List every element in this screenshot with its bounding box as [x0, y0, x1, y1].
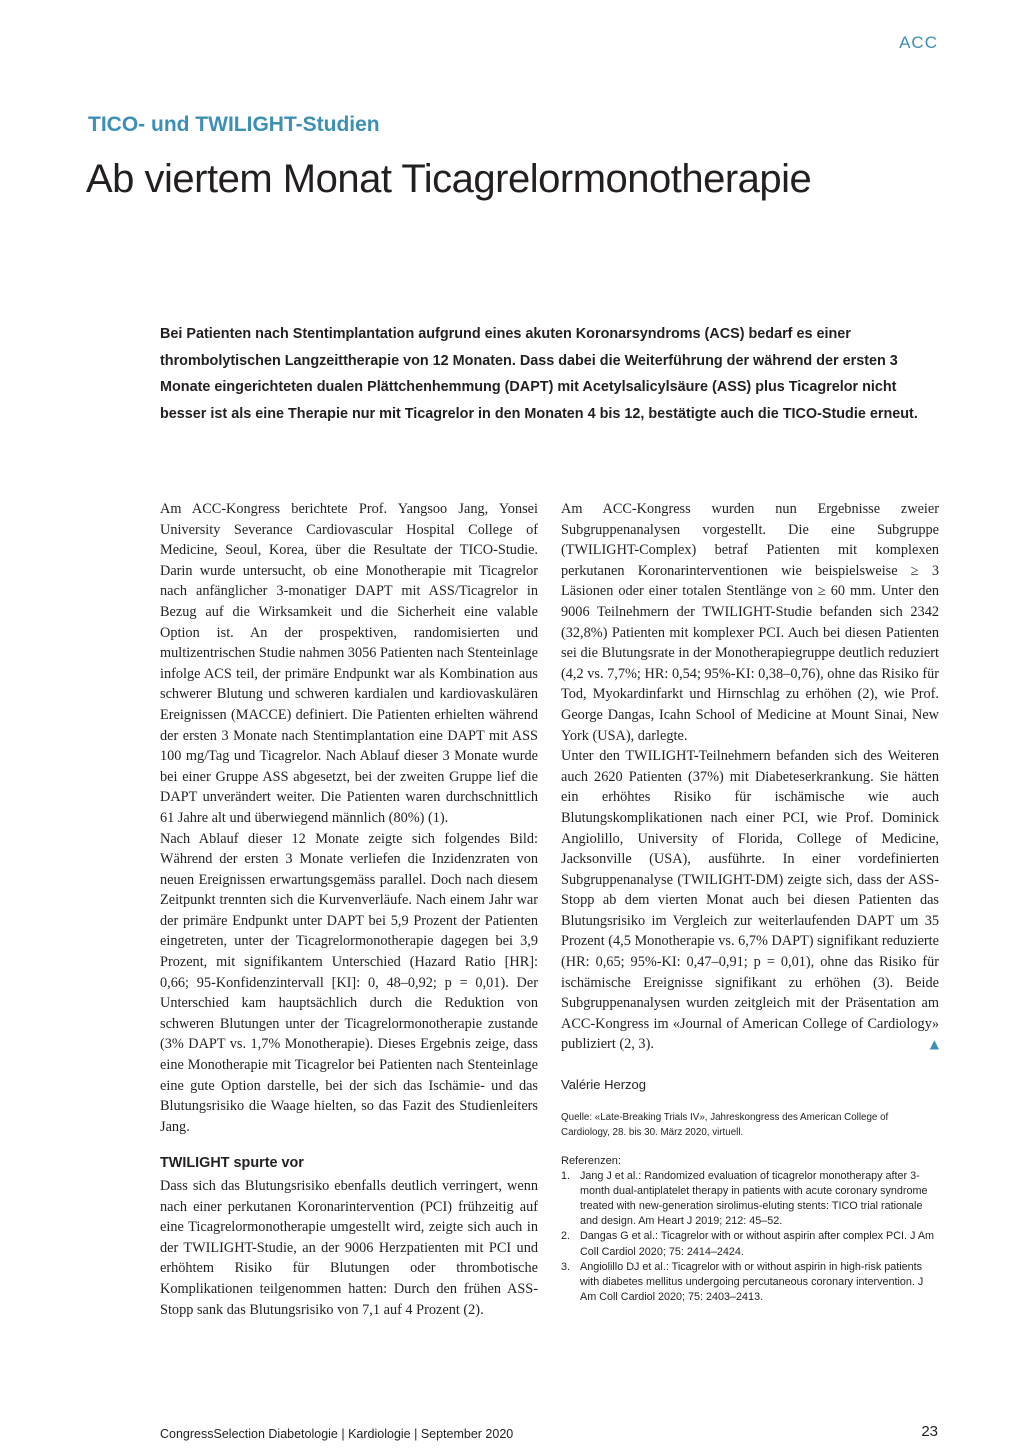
reference-item — [561, 1169, 939, 1230]
reference-number: 1. — [561, 1169, 571, 1182]
references-list — [561, 1169, 939, 1306]
right-column — [561, 499, 939, 1305]
section-tag: ACC — [899, 33, 938, 52]
left-column — [160, 499, 538, 1320]
reference-text: Dangas G et al.: Ticagrelor with or without aspirin after complex PCI. J Am Coll Cardiol 2020; 75: 2414–2424. — [580, 1230, 935, 1258]
body-paragraph — [561, 746, 939, 1055]
reference-item — [561, 1260, 939, 1306]
references-heading: Referenzen: — [561, 1154, 621, 1167]
body-paragraph: Dass sich das Blutungsrisiko ebenfalls deutlich verringert, wenn nach einer perkutanen Koronarintervention (PCI) frühzeitig auf eine Ticagrelormonotherapie umgestellt wird, zeigte sich auch in der TWILIGHT-Studie, an der 9006 Herzpatienten mit PCI und erhöhtem Risiko für Blutungen oder thrombotische Komplikationen teilgenommen hatten: Durch den frühen ASS-Stopp sank das Blutungsrisiko von 7,1 auf 4 Prozent (2). — [160, 1178, 538, 1318]
page-title: Ab viertem Monat Ticagrelormonotherapie — [86, 157, 812, 201]
body-paragraph: Am ACC-Kongress wurden nun Ergebnisse zweier Subgruppenanalysen vorgestellt. Die eine Subgruppe (TWILIGHT-Complex) betraf Patienten mit komplexen perkutanen Koronarinterventionen wie beispielsweise ≥ 3 Läsionen oder einer totalen Stentlänge von ≥ 60 mm. Unter den 9006 Teilnehmern der TWILIGHT-Studie befanden sich 2342 (32,8%) Patienten mit komplexer PCI. Auch bei diesen Patienten sei die Blutungsrate in der Monotherapiegruppe deutlich reduziert (4,2 vs. 7,7%; HR: 0,54; 95%-KI: 0,38–0,76), ohne das Risiko für Tod, Myokardinfarkt und Hirnschlag zu erhöhen (2), wie Prof. George Dangas, Icahn School of Medicine at Mount Sinai, New York (USA), darlegte. — [561, 501, 939, 744]
source-note: Quelle: «Late-Breaking Trials IV», Jahreskongress des American College of Cardiology, 28. bis 30. März 2020, virtuell. — [561, 1111, 889, 1138]
lead-paragraph: Bei Patienten nach Stentimplantation aufgrund eines akuten Koronarsyndroms (ACS) bedarf es einer thrombolytischen Langzeittherapie von 12 Monaten. Dass dabei die Weiterführung der während der ersten 3 Monate eingerichteten dualen Plättchenhemmung (DAPT) mit Acetylsalicylsäure (ASS) plus Ticagrelor nicht besser ist als eine Therapie nur mit Ticagrelor in den Monaten 4 bis 12, bestätigte auch die TICO-Studie erneut. — [160, 326, 918, 422]
end-of-article-icon: ▲ — [929, 1037, 939, 1052]
reference-text: Jang J et al.: Randomized evaluation of ticagrelor monotherapy after 3-month dual-antiplatelet therapy in patients with acute coronary syndrome treated with new-generation sirolimus-eluting stents: TICO trial rationale and design. Am Heart J 2019; 212: 45–52. — [580, 1169, 928, 1228]
subheading: TWILIGHT spurte vor — [160, 1155, 304, 1172]
page-number: 23 — [921, 1423, 938, 1440]
reference-item — [561, 1229, 939, 1259]
body-paragraph: Nach Ablauf dieser 12 Monate zeigte sich folgendes Bild: Während der ersten 3 Monate verliefen die Inzidenzraten von neuen Ereignissen erwartungsgemäss parallel. Doch nach diesem Zeitpunkt trennten sich die Kurvenverläufe. Nach einem Jahr war der primäre Endpunkt unter DAPT bei 5,9 Prozent der Patienten eingetreten, unter der Ticagrelormonotherapie dagegen bei 3,9 Prozent, mit signifikantem Unterschied (Hazard Ratio [HR]: 0,66; 95-Konfidenzintervall [KI]: 0, 48–0,92; p = 0,01). Der Unterschied kam hauptsächlich durch die Reduktion von schweren Blutungen unter der Ticagrelormonotherapie zustande (3% DAPT vs. 1,7% Monotherapie). Dieses Ergebnis zeige, dass eine Monotherapie mit Ticagrelor bei Patienten nach Stenteinlage eine gute Option darstelle, bei der sich das Ischämie- und das Blutungsrisiko die Waage hielten, so das Fazit des Studienleiters Jang. — [160, 830, 538, 1135]
body-paragraph-text: Unter den TWILIGHT-Teilnehmern befanden sich des Weiteren auch 2620 Patienten (37%) mit Diabeteserkrankung. Sie hätten ein erhöhtes Risiko für ischämische wie auch Blutungskomplikationen nach einer PCI, wie Prof. Dominick Angiolillo, University of Florida, College of Medicine, Jacksonville (USA), ausführte. In einer vordefinierten Subgruppenanalyse (TWILIGHT-DM) zeigte sich, dass der ASS-Stopp ab dem vierten Monat auch bei diesen Patienten das Blutungsrisiko im Vergleich zur weiterlaufenden DAPT um 35 Prozent (4,5 Monotherapie vs. 6,7% DAPT) signifikant reduzierte (HR: 0,65; 95%-KI: 0,47–0,91; p = 0,01), ohne das Risiko für ischämische Ereignisse signifikant zu erhöhen (3). Beide Subgruppenanalysen wurden zeitgleich mit der Präsentation am ACC-Kongress im «Journal of American College of Cardiology» publiziert (2, 3). — [561, 748, 939, 1053]
reference-number: 2. — [561, 1230, 571, 1243]
reference-number: 3. — [561, 1260, 571, 1273]
footer-publication: CongressSelection Diabetologie | Kardiologie | September 2020 — [160, 1427, 514, 1441]
body-paragraph: Am ACC-Kongress berichtete Prof. Yangsoo Jang, Yonsei University Severance Cardiovascular Hospital College of Medicine, Seoul, Korea, über die Resultate der TICO-Studie. Darin wurde untersucht, ob eine Monotherapie mit Ticagrelor nach anfänglicher 3-monatiger DAPT mit ASS/Ticagrelor in Bezug auf die Wirksamkeit und die Sicherheit eine valable Option ist. An der prospektiven, randomisierten und multizentrischen Studie nahmen 3056 Patienten nach Stenteinlage infolge ACS teil, der primäre Endpunkt war als Kombination aus schwerer Blutung und schweren kardialen und kardiovaskulären Ereignissen (MACCE) definiert. Die Patienten erhielten während der ersten 3 Monate nach Stentimplantation eine DAPT mit ASS 100 mg/Tag und Ticagrelor. Nach Ablauf dieser 3 Monate wurde bei einer Gruppe ASS abgesetzt, bei der zweiten Gruppe lief die DAPT unverändert weiter. Die Patienten waren durchschnittlich 61 Jahre alt und überwiegend männlich (80%) (1). — [160, 501, 538, 826]
reference-text: Angiolillo DJ et al.: Ticagrelor with or without aspirin in high-risk patients with diabetes mellitus undergoing percutaneous coronary intervention. J Am Coll Cardiol 2020; 75: 2403–2413. — [580, 1260, 924, 1304]
article-kicker: TICO- und TWILIGHT-Studien — [88, 113, 380, 136]
author: Valérie Herzog — [561, 1077, 647, 1093]
